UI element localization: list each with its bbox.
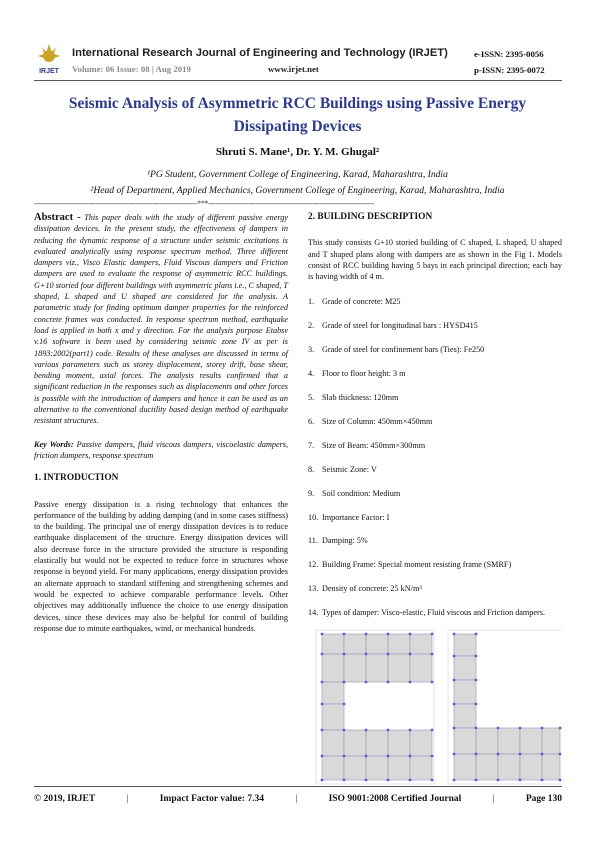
- journal-website[interactable]: www.irjet.net: [268, 64, 319, 74]
- right-column: [308, 212, 562, 631]
- affiliation-2: ²Head of Department, Applied Mechanics, Government College of Engineering, Karad, Maharashtra, India: [90, 185, 505, 196]
- irjet-logo: [34, 42, 64, 76]
- abstract-text: This paper deals with the study of different passive energy dissipation devices. In the present study, the effectiveness of dampers in reducing the dynamic response of a structure under seismic excitations is evaluated analytically using response spectrum method. Three different dampers viz., Visco Elastic dampers, Fluid Viscous dampers and Friction dampers are used to evaluate the response of asymmetric RCC buildings. G+10 storied four different buildings with asymmetric plans i.e., C shaped, T shaped, L shaped and U shaped are considered for the analysis. A parametric study for finding optimum damper properties for the reinforced concrete frames was conducted. In response spectrum method, earthquake load is applied in both x and y direction. For the analysis purpose Etabsv v.16 software is been used by considering seismic zone IV as per is 1893:2002(part1) code. Results of these analyses are discussed in terms of various parameters such as storey displacement, storey drift, base shear, bending moment, axial forces. The analysis results confirmed that a significant reduction in the responses such as displacements and other forces is possible with the introduction of dampers and hence it can be used as an alternative to the conventional ductility based design method of earthquake resistant structures.: [34, 213, 288, 426]
- footer-impact-factor: Impact Factor value: 7.34: [159, 794, 265, 804]
- volume-issue: Volume: 06 Issue: 08 | Aug 2019: [72, 64, 191, 74]
- list-item: 4. Floor to floor height: 3 m: [308, 369, 406, 379]
- list-item: 11. Damping: 5%: [308, 536, 368, 546]
- svg-text:IRJET: IRJET: [39, 68, 59, 75]
- keywords-label: Key Words:: [34, 439, 74, 449]
- list-item: 12. Building Frame: Special moment resisting frame (SMRF): [308, 560, 512, 570]
- abstract-heading: Abstract -: [34, 212, 81, 223]
- footer-rule: [34, 786, 562, 787]
- list-item: 13. Density of concrete: 25 kN/m³: [308, 584, 422, 594]
- header-rule: [34, 80, 562, 81]
- list-item: 9. Soil condition: Medium: [308, 488, 401, 498]
- footer-separator: |: [295, 794, 298, 804]
- affiliation-1: ¹PG Student, Government College of Engineering, Karad, Maharashtra, India: [147, 169, 448, 180]
- list-item: 8. Seismic Zone: V: [308, 464, 377, 474]
- keywords: [34, 439, 288, 462]
- footer-iso: ISO 9001:2008 Certified Journal: [328, 794, 462, 804]
- list-item: 5. Slab thickness: 120mm: [308, 393, 399, 403]
- list-item: 2. Grade of steel for longitudinal bars : HYSD415: [308, 321, 478, 331]
- paper-title: Seismic Analysis of Asymmetric RCC Buildings using Passive Energy Dissipating Devices: [68, 95, 527, 135]
- page-footer: [34, 794, 562, 804]
- introduction-heading: 1. INTRODUCTION: [34, 473, 119, 484]
- list-item: 10. Importance Factor: I: [308, 512, 390, 522]
- footer-copyright: © 2019, IRJET: [34, 794, 96, 804]
- list-item: 14. Types of damper: Visco-elastic, Fluid viscous and Friction dampers.: [308, 608, 545, 618]
- footer-page-number: Page 130: [525, 794, 562, 804]
- pissn: p-ISSN: 2395-0072: [474, 65, 545, 75]
- footer-separator: |: [492, 794, 495, 804]
- list-item: 1. Grade of concrete: M25: [308, 297, 401, 307]
- c-shaped-plan-figure: [316, 630, 434, 784]
- abstract: [34, 212, 288, 427]
- journal-title: International Research Journal of Engineering and Technology (IRJET): [72, 47, 448, 59]
- l-shaped-plan-figure: [448, 630, 562, 784]
- list-item: 6. Size of Column: 450mm×450mm: [308, 416, 433, 426]
- building-parameter-list: [308, 296, 562, 618]
- paper-authors: Shruti S. Mane¹, Dr. Y. M. Ghugal²: [215, 146, 380, 158]
- eissn: e-ISSN: 2395-0056: [474, 49, 544, 59]
- footer-separator: |: [126, 794, 129, 804]
- left-column: [34, 212, 288, 634]
- introduction-text: Passive energy dissipation is a rising technology that enhances the performance of the building by adding damping (and in some cases stiffness) to the building. The principal use of energy dissipation devices is to reduce earthquake displacement of the structure. Energy dissipation devices will also decrease force in the structure provided the structure is responding elastically but would not be expected to reduce force in structures whose response is beyond yield. For many applications, energy dissipation provides an alternate approach to standard stiffening and strengthening schemes and would be expected to achieve comparable performance levels. Other objectives may additionally influence the choice to use energy dissipation devices, since these devices may also be helpful for control of building response due to minute earthquakes, wind, or mechanical hundreds.: [34, 499, 288, 633]
- section-separator: ---------------------------------------------------------------------***----------------------------------------------------------------------: [34, 199, 374, 208]
- list-item: 7. Size of Beam: 450mm×300mm: [308, 440, 426, 450]
- building-description-text: This study consists G+10 storied building of C shaped, L shaped, U shaped and T shaped plans along with dampers are as shown in the Fig 1. Models consist of RCC building having 5 bays in each principal direction; each bay is having width of 4 m.: [308, 238, 562, 282]
- keywords-text: Passive dampers, fluid viscous dampers, viscoelastic dampers, friction dampers, response spectrum: [34, 439, 288, 460]
- building-description-heading: 2. BUILDING DESCRIPTION: [308, 212, 433, 222]
- list-item: 3. Grade of steel for confinement bars (Ties): Fe250: [308, 345, 485, 355]
- building-plan-figures: [312, 628, 562, 786]
